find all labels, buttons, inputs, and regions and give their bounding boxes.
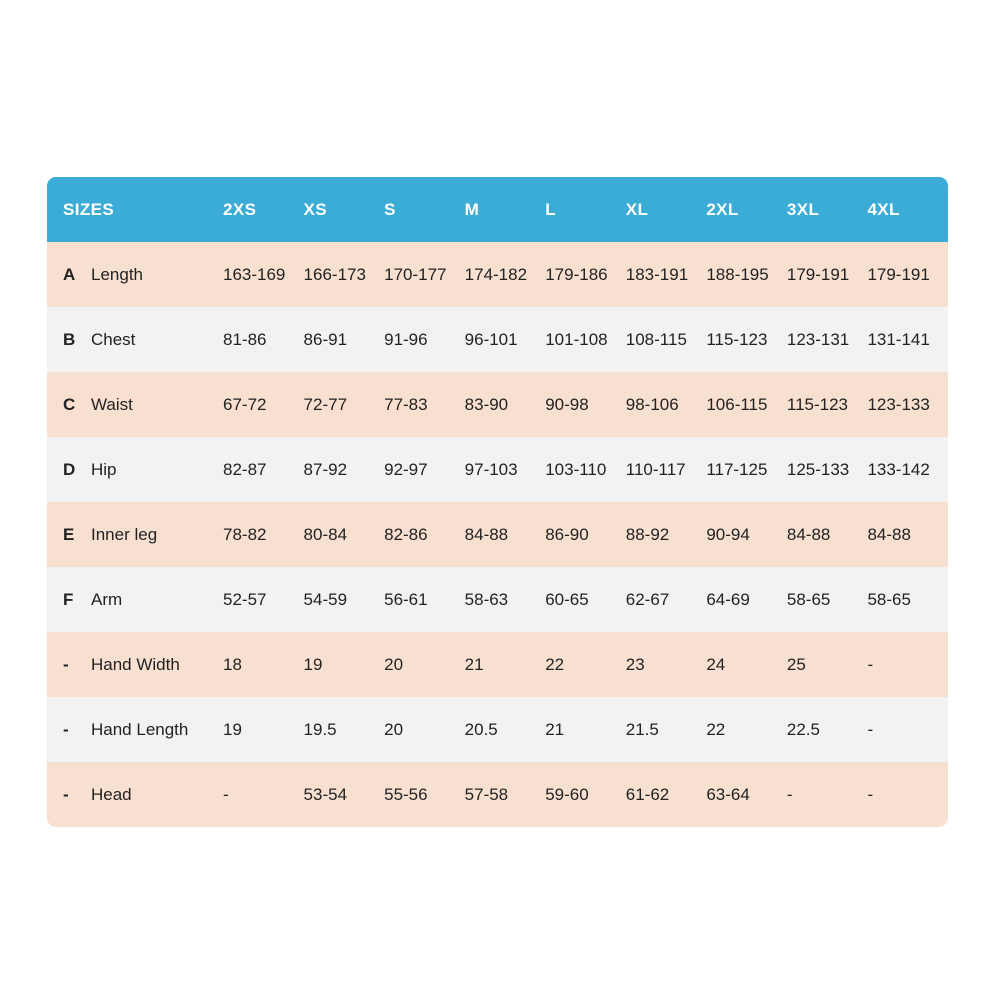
value-cell: 62-67 [625,589,670,609]
row-letter: B [63,329,76,349]
row-label [47,265,223,285]
row-label [47,720,223,740]
value-cell: 58-65 [867,589,911,609]
column-header-2xs: 2XS [223,199,257,219]
value-cell: 78-82 [223,524,267,544]
value-cell: - [867,719,874,739]
value-cell: 97-103 [464,459,518,479]
table-row [47,307,948,372]
row-measure-name: Arm [91,589,123,609]
value-cell: 163-169 [223,264,286,284]
value-cell: 20 [384,654,404,674]
value-cell: 19 [223,719,242,739]
value-cell: 84-88 [786,524,831,544]
column-header-l: L [545,199,557,219]
value-cell: 53-54 [303,784,348,804]
row-measure-name: Hand Length [91,719,189,739]
value-cell: 19.5 [303,719,337,739]
value-cell: 91-96 [384,329,428,349]
value-cell: 64-69 [706,589,750,609]
value-cell: 59-60 [545,784,589,804]
row-label [47,330,223,350]
value-cell: 22 [545,654,565,674]
value-cell: 110-117 [625,459,686,479]
value-cell: 63-64 [706,784,750,804]
row-label [47,655,223,675]
value-cell: 125-133 [786,459,850,479]
value-cell: 20 [384,719,404,739]
value-cell: - [786,784,793,804]
value-cell: 58-63 [464,589,509,609]
column-header-xs: XS [303,199,328,219]
value-cell: 101-108 [545,329,608,349]
row-letter: A [63,264,76,284]
value-cell: 166-173 [303,264,366,284]
value-cell: 188-195 [706,264,769,284]
column-header-sizes: SIZES [63,199,115,219]
table-row [47,567,948,632]
value-cell: 54-59 [303,589,348,609]
row-label [47,460,223,480]
column-header-4xl: 4XL [867,199,900,219]
table-row [47,632,948,697]
value-cell: 106-115 [706,394,768,414]
column-header-3xl: 3XL [786,199,820,219]
row-letter: E [63,524,75,544]
row-measure-name: Waist [91,394,133,414]
value-cell: 18 [223,654,242,674]
value-cell: 52-57 [223,589,267,609]
value-cell: 55-56 [384,784,428,804]
value-cell: 115-123 [706,329,768,349]
row-letter: D [63,459,76,479]
row-measure-name: Hip [91,459,117,479]
row-label [47,590,223,610]
value-cell: 19 [303,654,323,674]
value-cell: 133-142 [867,459,930,479]
value-cell: 183-191 [625,264,689,284]
value-cell: 179-191 [786,264,850,284]
value-cell: 83-90 [464,394,509,414]
value-cell: 131-141 [867,329,930,349]
value-cell: 123-131 [786,329,850,349]
value-cell: 86-90 [545,524,589,544]
row-letter: - [63,784,69,804]
row-letter: F [63,589,74,609]
column-header-xl: XL [625,199,649,219]
value-cell: 179-191 [867,264,930,284]
value-cell: 60-65 [545,589,589,609]
table-row [47,502,948,567]
table-row [47,437,948,502]
value-cell: 170-177 [384,264,447,284]
row-measure-name: Inner leg [91,524,158,544]
value-cell: 117-125 [706,459,768,479]
value-cell: 108-115 [625,329,687,349]
value-cell: 90-98 [545,394,589,414]
row-label [47,785,223,805]
column-header-m: M [464,199,480,219]
value-cell: 98-106 [625,394,679,414]
column-header-s: S [384,199,396,219]
value-cell: 80-84 [303,524,348,544]
row-measure-name: Hand Width [91,654,180,674]
table-row [47,762,948,827]
value-cell: 115-123 [786,394,849,414]
value-cell: 24 [706,654,726,674]
value-cell: 21 [545,719,565,739]
value-cell: 57-58 [464,784,509,804]
value-cell: 20.5 [464,719,498,739]
value-cell: 25 [786,654,806,674]
row-letter: - [63,719,69,739]
value-cell: 61-62 [625,784,670,804]
row-letter: C [63,394,76,414]
value-cell: - [223,784,229,804]
value-cell: 88-92 [625,524,670,544]
value-cell: 82-86 [384,524,428,544]
value-cell: 92-97 [384,459,428,479]
table-header-row [47,177,948,242]
table-row [47,697,948,762]
value-cell: 179-186 [545,264,608,284]
value-cell: 23 [625,654,645,674]
row-letter: - [63,654,69,674]
value-cell: - [867,784,874,804]
table-row [47,242,948,307]
value-cell: 67-72 [223,394,267,414]
value-cell: 58-65 [786,589,831,609]
value-cell: 21 [464,654,484,674]
value-cell: 123-133 [867,394,930,414]
value-cell: 174-182 [464,264,528,284]
value-cell: 72-77 [303,394,348,414]
value-cell: 21.5 [625,719,659,739]
value-cell: 82-87 [223,459,267,479]
row-measure-name: Head [91,784,132,804]
value-cell: 103-110 [545,459,607,479]
value-cell: 77-83 [384,394,428,414]
value-cell: 56-61 [384,589,428,609]
row-label [47,525,223,545]
value-cell: 84-88 [464,524,509,544]
value-cell: 22 [706,719,726,739]
value-cell: 81-86 [223,329,267,349]
column-header-2xl: 2XL [706,199,739,219]
row-label [47,395,223,415]
value-cell: 22.5 [786,719,820,739]
value-cell: 90-94 [706,524,750,544]
value-cell: 87-92 [303,459,348,479]
row-measure-name: Length [91,264,143,284]
value-cell: - [867,654,874,674]
value-cell: 96-101 [464,329,518,349]
size-chart-table [47,177,948,827]
value-cell: 86-91 [303,329,348,349]
row-measure-name: Chest [91,329,136,349]
value-cell: 84-88 [867,524,911,544]
table-row [47,372,948,437]
